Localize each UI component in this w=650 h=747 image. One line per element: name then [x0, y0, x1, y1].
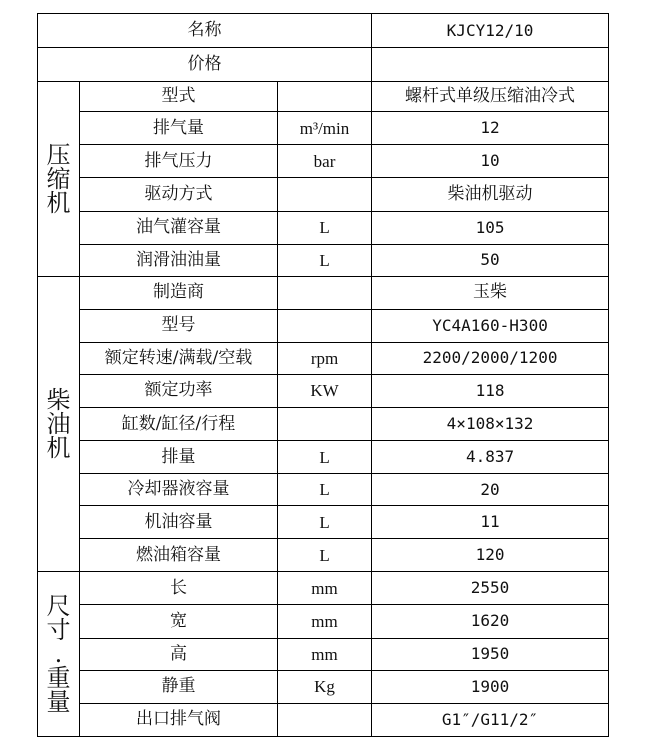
table-row [38, 539, 609, 572]
row-unit: L [278, 244, 372, 276]
row-label: 冷却器液容量 [80, 474, 278, 506]
row-value: 玉柴 [372, 276, 609, 309]
row-unit: mm [278, 605, 372, 638]
group-char: 尺 [46, 592, 71, 621]
table-row [38, 506, 609, 539]
row-unit: KW [278, 374, 372, 407]
row-label: 静重 [80, 670, 278, 703]
group-char: 寸 [46, 616, 71, 645]
table-row [38, 276, 609, 309]
row-value: 4×108×132 [372, 407, 609, 440]
row-value: 50 [372, 244, 609, 276]
row-label: 缸数/缸径/行程 [80, 407, 278, 440]
row-label: 制造商 [80, 276, 278, 309]
row-label: 排气压力 [80, 145, 278, 178]
row-label: 宽 [80, 605, 278, 638]
row-unit: bar [278, 145, 372, 178]
row-value: 105 [372, 211, 609, 244]
row-unit [278, 703, 372, 736]
row-label: 额定功率 [80, 374, 278, 407]
group-char: 压 [46, 140, 71, 169]
row-label: 燃油箱容量 [80, 539, 278, 572]
table-row [38, 14, 609, 48]
row-unit: rpm [278, 342, 372, 374]
row-value: 118 [372, 374, 609, 407]
row-value: 1900 [372, 670, 609, 703]
table-row [38, 309, 609, 342]
table-row [38, 48, 609, 82]
row-label: 长 [80, 572, 278, 605]
row-label: 高 [80, 638, 278, 670]
table-row [38, 474, 609, 506]
row-value: G1″/G11/2″ [372, 703, 609, 736]
group-dimensions [38, 572, 80, 737]
table-row [38, 211, 609, 244]
row-label: 油气灌容量 [80, 211, 278, 244]
row-unit [278, 82, 372, 112]
row-unit [278, 407, 372, 440]
row-value: 2200/2000/1200 [372, 342, 609, 374]
row-value: 2550 [372, 572, 609, 605]
row-unit: L [278, 211, 372, 244]
group-char: 油 [46, 410, 71, 438]
group-char: 机 [46, 188, 71, 217]
row-value: 11 [372, 506, 609, 539]
table-row [38, 112, 609, 145]
row-label: 排气量 [80, 112, 278, 145]
group-char: 重 [46, 664, 71, 693]
group-char: 机 [46, 434, 71, 462]
row-unit [278, 276, 372, 309]
table-row [38, 572, 609, 605]
row-value: 12 [372, 112, 609, 145]
price-label: 价格 [38, 48, 372, 82]
table-row [38, 374, 609, 407]
row-unit: mm [278, 638, 372, 670]
table-row [38, 670, 609, 703]
row-unit: mm [278, 572, 372, 605]
row-unit: m³/min [278, 112, 372, 145]
row-label: 出口排气阀 [80, 703, 278, 736]
row-label: 机油容量 [80, 506, 278, 539]
group-char: . [54, 640, 63, 669]
row-value: 10 [372, 145, 609, 178]
table-row [38, 82, 609, 112]
row-label: 型号 [80, 309, 278, 342]
name-label: 名称 [38, 14, 372, 48]
row-unit: L [278, 539, 372, 572]
table-row [38, 407, 609, 440]
row-label: 排量 [80, 441, 278, 474]
group-compressor [38, 82, 80, 276]
row-unit [278, 309, 372, 342]
row-unit: L [278, 474, 372, 506]
table-row [38, 703, 609, 736]
row-value: 螺杆式单级压缩油冷式 [372, 82, 609, 112]
group-char: 缩 [46, 164, 71, 193]
table-row [38, 244, 609, 276]
row-unit: Kg [278, 670, 372, 703]
row-value: 20 [372, 474, 609, 506]
group-char: 柴 [46, 386, 71, 414]
row-label: 额定转速/满载/空载 [80, 342, 278, 374]
row-value: 柴油机驱动 [372, 178, 609, 211]
group-char: 量 [46, 688, 71, 717]
row-value: 120 [372, 539, 609, 572]
row-unit: L [278, 441, 372, 474]
price-value [372, 48, 609, 82]
table-row [38, 178, 609, 211]
spec-table [37, 13, 609, 737]
row-value: YC4A160-H300 [372, 309, 609, 342]
table-row [38, 342, 609, 374]
row-value: 1950 [372, 638, 609, 670]
row-value: 4.837 [372, 441, 609, 474]
row-label: 润滑油油量 [80, 244, 278, 276]
row-label: 驱动方式 [80, 178, 278, 211]
row-unit: L [278, 506, 372, 539]
row-label: 型式 [80, 82, 278, 112]
table-row [38, 441, 609, 474]
table-row [38, 638, 609, 670]
table-row [38, 605, 609, 638]
row-unit [278, 178, 372, 211]
group-diesel [38, 276, 80, 572]
table-row [38, 145, 609, 178]
name-value: KJCY12/10 [372, 14, 609, 48]
row-value: 1620 [372, 605, 609, 638]
